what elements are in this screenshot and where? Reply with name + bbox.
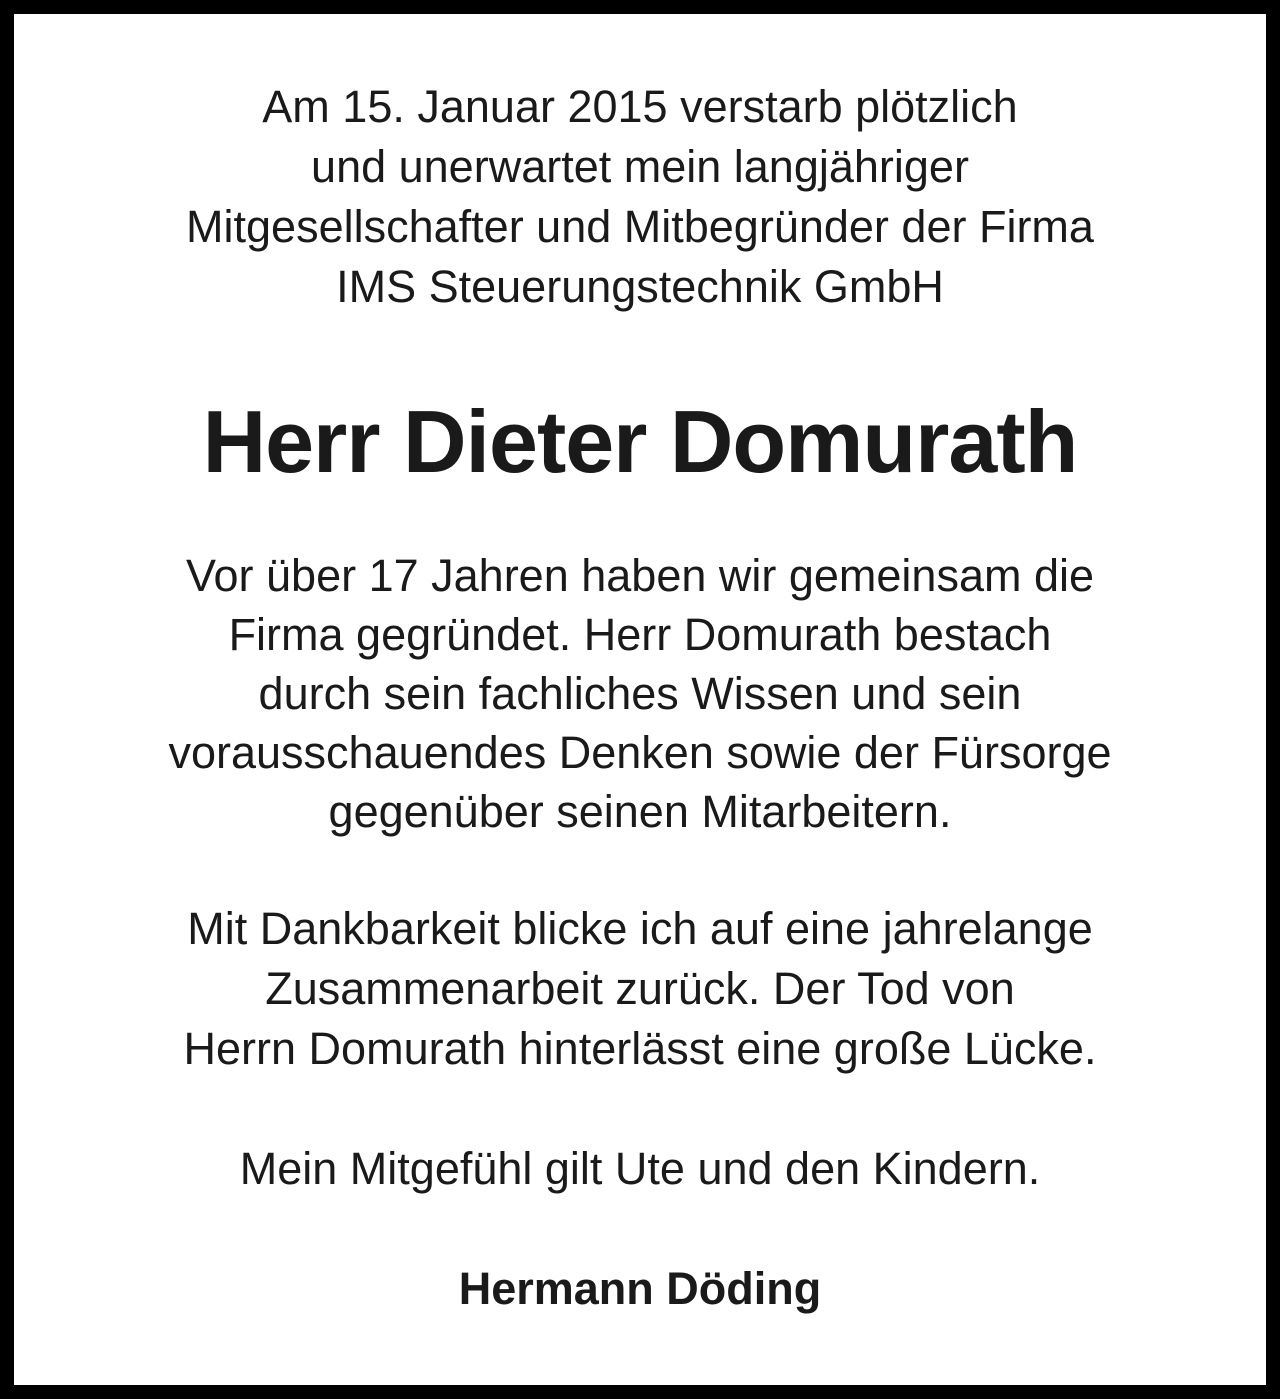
paragraph-line: durch sein fachliches Wissen und sein (258, 668, 1022, 719)
paragraph-line: Mit Dankbarkeit blicke ich auf eine jahrelange (187, 903, 1093, 954)
deceased-name: Herr Dieter Domurath (202, 392, 1078, 491)
paragraph-line: vorausschauendes Denken sowie der Fürsorge (168, 727, 1112, 778)
condolence-line: Mein Mitgefühl gilt Ute und den Kindern. (239, 1143, 1041, 1194)
paragraph-line: Vor über 17 Jahren haben wir gemeinsam die (185, 550, 1095, 601)
intro-line: Mitgesellschafter und Mitbegründer der Firma (186, 201, 1094, 252)
paragraph-line: Firma gegründet. Herr Domurath bestach (228, 609, 1052, 660)
paragraph-line: Herrn Domurath hinterlässt eine große Lücke. (183, 1023, 1097, 1074)
signature: Hermann Döding (458, 1263, 822, 1314)
intro-line: Am 15. Januar 2015 verstarb plötzlich (262, 81, 1018, 132)
intro-line: und unerwartet mein langjähriger (311, 141, 969, 192)
intro-line: IMS Steuerungstechnik GmbH (336, 261, 944, 312)
obituary-notice (14, 14, 1266, 1385)
paragraph-line: Zusammenarbeit zurück. Der Tod von (265, 963, 1015, 1014)
paragraph-line: gegenüber seinen Mitarbeitern. (328, 786, 952, 837)
